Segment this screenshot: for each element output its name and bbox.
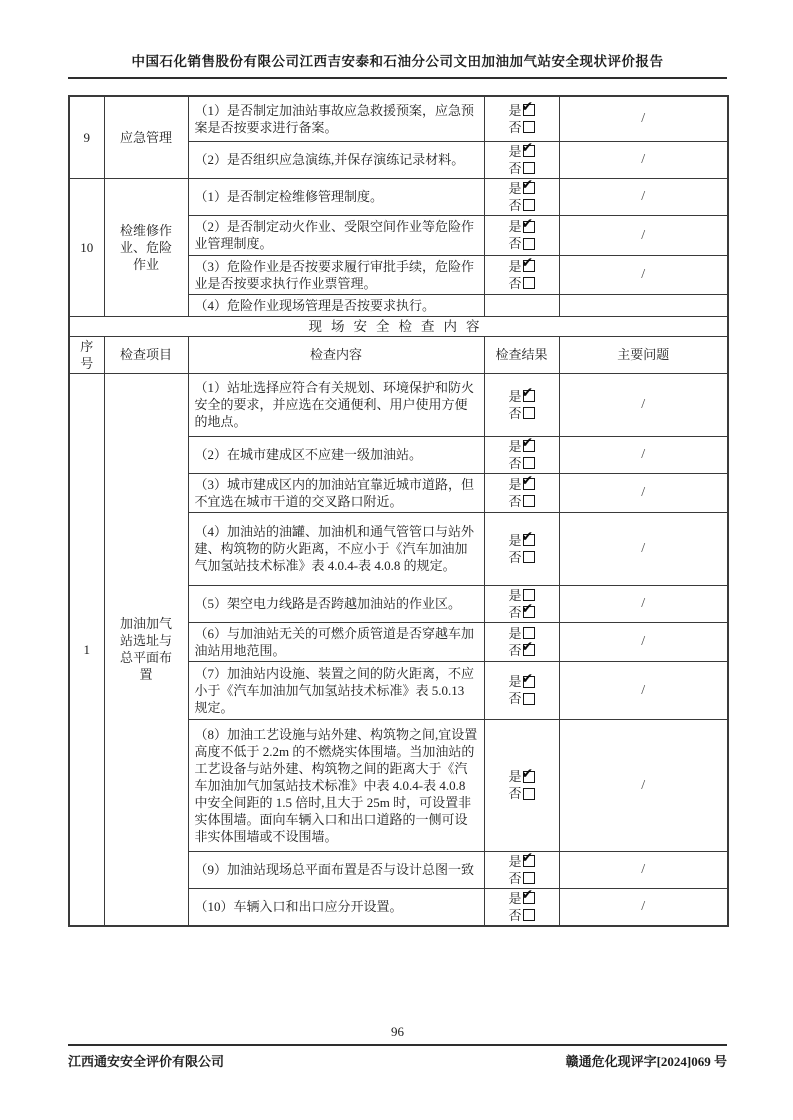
checkbox-no: [523, 693, 535, 705]
no-label: 否: [508, 604, 522, 620]
check-result-empty: [484, 294, 559, 316]
yes-label: 是: [508, 769, 522, 784]
main-problem: /: [559, 719, 728, 851]
checkbox-no: [523, 238, 535, 250]
no-label: 否: [508, 549, 522, 565]
no-label: 否: [508, 236, 522, 251]
main-problem: /: [559, 512, 728, 585]
yes-label: 是: [508, 674, 522, 689]
main-problem: /: [559, 178, 728, 215]
footer-company: 江西通安安全评价有限公司: [68, 1054, 225, 1069]
no-label: 否: [508, 691, 522, 706]
check-result: [484, 512, 559, 585]
check-content: （1）站址选择应符合有关规划、环境保护和防火安全的要求，并应选在交通便利、用户使用方便的地点。: [188, 373, 484, 436]
checkbox-no: [523, 277, 535, 289]
checkbox-no: [523, 121, 535, 133]
check-content: （10）车辆入口和出口应分开设置。: [188, 888, 484, 926]
column-header-num: 序号: [69, 336, 104, 373]
no-label: 否: [508, 455, 522, 471]
page-number: 96: [391, 1024, 404, 1039]
check-result: [484, 851, 559, 888]
no-label: 否: [508, 275, 522, 291]
checkbox-yes: [523, 771, 535, 783]
check-result: [484, 96, 559, 141]
main-problem: /: [559, 436, 728, 473]
checkbox-no: [523, 644, 535, 656]
footer-doc-number: 赣通危化现评字[2024]069 号: [565, 1054, 727, 1069]
checkbox-no: [523, 551, 535, 563]
no-label: 否: [508, 786, 522, 801]
main-problem: /: [559, 255, 728, 294]
checkbox-yes: [523, 855, 535, 867]
table-row: [69, 96, 728, 141]
checkbox-no: [523, 909, 535, 921]
checkbox-no: [523, 199, 535, 211]
safety-check-table: [68, 95, 729, 927]
table-row: [69, 178, 728, 215]
checkbox-no: [523, 872, 535, 884]
yes-label: 是: [508, 438, 522, 454]
no-label: 否: [508, 870, 522, 886]
yes-label: 是: [508, 587, 522, 603]
main-problem: /: [559, 215, 728, 255]
main-problem: /: [559, 888, 728, 926]
column-header-content: 检查内容: [188, 336, 484, 373]
yes-label: 是: [508, 258, 522, 274]
main-problem: /: [559, 96, 728, 141]
main-problem: /: [559, 141, 728, 178]
check-item: 加油加气站选址与总平面布置: [104, 373, 188, 926]
checkbox-yes: [523, 182, 535, 194]
checkbox-yes: [523, 104, 535, 116]
table-row: [69, 373, 728, 436]
check-content: （8）加油工艺设施与站外建、构筑物之间,宜设置高度不低于 2.2m 的不燃烧实体围墙。当加油站的工艺设备与站外建、构筑物之间的距离大于《汽车加油加气加氢站技术标准》中表 4.0.4-表 4.0.8 中安全间距的 1.5 倍时,且大于 25m 时，可设置非实体围墙。面向车辆入口和出口道路的一侧可设非实体围墙或不设围墙。: [188, 719, 484, 851]
main-problem: /: [559, 851, 728, 888]
serial-number: 9: [69, 96, 104, 178]
no-label: 否: [508, 493, 522, 509]
checkbox-no: [523, 788, 535, 800]
section-band-row: [69, 316, 728, 336]
check-content: （1）是否制定检维修管理制度。: [188, 178, 484, 215]
main-problem: /: [559, 373, 728, 436]
check-content: （1）是否制定加油站事故应急救援预案，应急预案是否按要求进行备案。: [188, 96, 484, 141]
check-result: [484, 661, 559, 719]
check-result: [484, 215, 559, 255]
check-content: （2）是否制定动火作业、受限空间作业等危险作业管理制度。: [188, 215, 484, 255]
check-result: [484, 436, 559, 473]
page-footer: [68, 1024, 727, 1070]
footer-line: [68, 1044, 727, 1070]
check-result: [484, 585, 559, 622]
no-label: 否: [508, 119, 522, 135]
column-header-result: 检查结果: [484, 336, 559, 373]
checkbox-yes: [523, 478, 535, 490]
checkbox-no: [523, 162, 535, 174]
check-content: （2）在城市建成区不应建一级加油站。: [188, 436, 484, 473]
serial-number: 10: [69, 178, 104, 316]
check-content: （2）是否组织应急演练,并保存演练记录材料。: [188, 141, 484, 178]
checkbox-yes: [523, 534, 535, 546]
checkbox-yes: [523, 145, 535, 157]
checkbox-no: [523, 457, 535, 469]
report-title: 中国石化销售股份有限公司江西吉安泰和石油分公司文田加油加气站安全现状评价报告: [68, 50, 727, 79]
no-label: 否: [508, 405, 522, 421]
check-content: （9）加油站现场总平面布置是否与设计总图一致: [188, 851, 484, 888]
check-result: [484, 255, 559, 294]
yes-label: 是: [508, 219, 522, 234]
check-result: [484, 473, 559, 512]
no-label: 否: [508, 160, 522, 176]
main-problem: /: [559, 622, 728, 661]
yes-label: 是: [508, 476, 522, 492]
yes-label: 是: [508, 890, 522, 906]
yes-label: 是: [508, 143, 522, 159]
check-result: [484, 888, 559, 926]
serial-number: 1: [69, 373, 104, 926]
yes-label: 是: [508, 102, 522, 118]
check-result: [484, 373, 559, 436]
yes-label: 是: [508, 532, 522, 548]
check-content: （3）城市建成区内的加油站宜靠近城市道路，但不宜选在城市干道的交叉路口附近。: [188, 473, 484, 512]
check-content: （4）危险作业现场管理是否按要求执行。: [188, 294, 484, 316]
column-header-problem: 主要问题: [559, 336, 728, 373]
checkbox-yes: [523, 260, 535, 272]
checkbox-yes: [523, 589, 535, 601]
yes-label: 是: [508, 180, 522, 196]
check-content: （3）危险作业是否按要求履行审批手续，危险作业是否按要求执行作业票管理。: [188, 255, 484, 294]
checkbox-no: [523, 606, 535, 618]
checkbox-no: [523, 407, 535, 419]
check-result: [484, 141, 559, 178]
main-problem: /: [559, 473, 728, 512]
check-content: （4）加油站的油罐、加油机和通气管管口与站外建、构筑物的防火距离，不应小于《汽车加油加气加氢站技术标准》表 4.0.4-表 4.0.8 的规定。: [188, 512, 484, 585]
yes-label: 是: [508, 388, 522, 404]
checkbox-yes: [523, 440, 535, 452]
checkbox-yes: [523, 892, 535, 904]
column-header-item: 检查项目: [104, 336, 188, 373]
check-result: [484, 178, 559, 215]
main-problem: /: [559, 585, 728, 622]
table-header-row: [69, 336, 728, 373]
no-label: 否: [508, 197, 522, 213]
main-problem: /: [559, 661, 728, 719]
yes-label: 是: [508, 853, 522, 869]
checkbox-no: [523, 495, 535, 507]
yes-label: 是: [508, 625, 522, 641]
checkbox-yes: [523, 676, 535, 688]
checkbox-yes: [523, 221, 535, 233]
section-band-title: 现场安全检查内容: [69, 316, 728, 336]
check-item: 应急管理: [104, 96, 188, 178]
check-content: （6）与加油站无关的可燃介质管道是否穿越车加油站用地范围。: [188, 622, 484, 661]
checkbox-yes: [523, 390, 535, 402]
check-content: （5）架空电力线路是否跨越加油站的作业区。: [188, 585, 484, 622]
no-label: 否: [508, 642, 522, 658]
page-content: [68, 50, 727, 927]
checkbox-yes: [523, 627, 535, 639]
check-item: 检维修作业、危险作业: [104, 178, 188, 316]
no-label: 否: [508, 907, 522, 923]
check-result: [484, 719, 559, 851]
check-result: [484, 622, 559, 661]
check-content: （7）加油站内设施、装置之间的防火距离，不应小于《汽车加油加气加氢站技术标准》表 5.0.13 规定。: [188, 661, 484, 719]
main-problem: [559, 294, 728, 316]
